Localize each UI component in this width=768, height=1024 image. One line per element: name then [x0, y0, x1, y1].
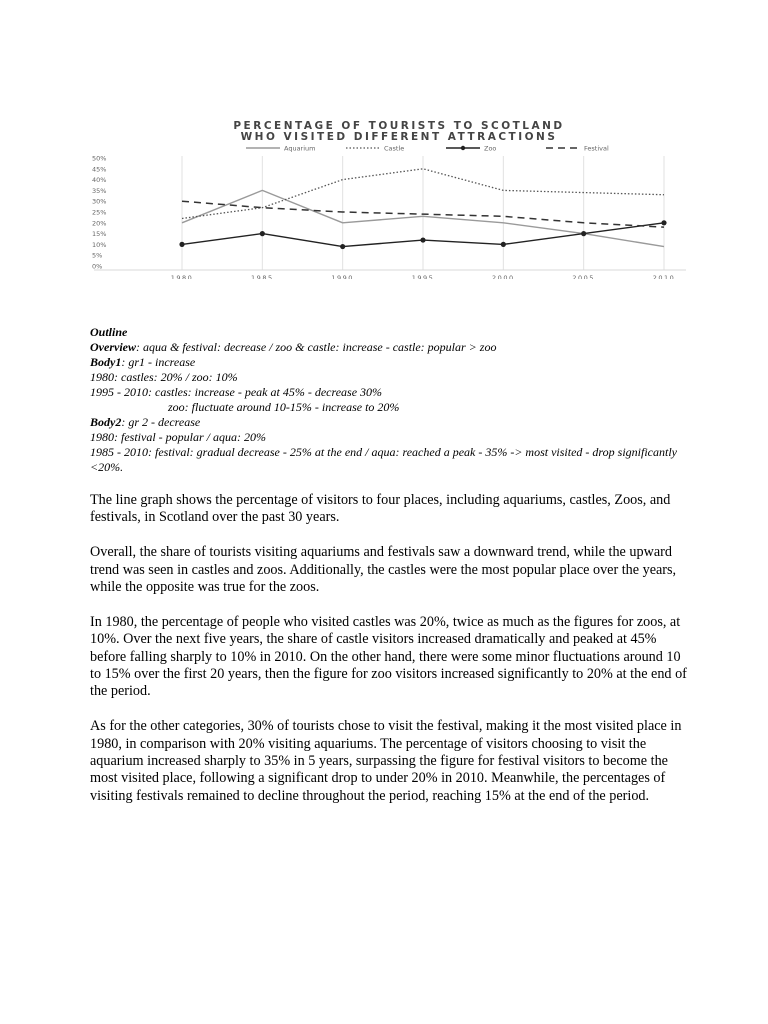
x-tick-label: 2000: [492, 274, 515, 279]
body1-label: Body1: [90, 355, 122, 369]
y-tick-label: 5%: [92, 251, 103, 260]
x-tick-label: 1985: [251, 274, 274, 279]
x-tick-label: 2005: [572, 274, 595, 279]
y-tick-label: 30%: [92, 197, 107, 206]
y-tick-label: 10%: [92, 240, 107, 249]
essay-paragraph: As for the other categories, 30% of tourists chose to visit the festival, making it the most visited place in 1980, in comparison with 20% visiting aquariums. The percentage of visitors choosing to visit the aquarium increased sharply to 35% in 5 years, surpassing the figure for festival visitors to become the most visited place, following a significant drop to under 20% in 2010. Meanwhile, the percentages of visiting festivals remained to decline throughout the period, reaching 15% at the end of the period.: [90, 718, 682, 804]
essay-paragraph: In 1980, the percentage of people who visited castles was 20%, twice as much as the figures for zoos, at 10%. Over the next five years, the share of castle visitors increased dramatically and peaked at 45% before falling sharply to 10% in 2010. On the other hand, there were some minor fluctuations around 10 to 15% over the first 20 years, then the figure for zoo visitors increased significantly to 20% at the end of the period.: [90, 613, 687, 700]
y-tick-label: 25%: [92, 208, 107, 217]
body2-line: 1985 - 2010: festival: gradual decrease - 25% at the end / aqua: reached a peak - 35% -> most visited - drop significantly <20%.: [90, 445, 677, 474]
y-tick-label: 15%: [92, 230, 107, 239]
legend-label-festival: Festival: [584, 144, 609, 153]
y-tick-label: 45%: [92, 165, 107, 174]
outline-title: Outline: [90, 325, 128, 339]
overview-label: Overview: [90, 340, 136, 354]
body1-line: 1995 - 2010: castles: increase - peak at 45% - decrease 30%: [90, 385, 383, 399]
x-tick-label: 1990: [331, 274, 354, 279]
chart-subtitle: WHO VISITED DIFFERENT ATTRACTIONS: [240, 131, 558, 143]
data-point-zoo: [661, 220, 666, 225]
body2-text: : gr 2 - decrease: [121, 415, 201, 429]
legend-marker-zoo: [461, 146, 465, 150]
essay-paragraph: The line graph shows the percentage of visitors to four places, including aquariums, castles, Zoos, and festivals, in Scotland over the past 30 years.: [90, 492, 671, 526]
essay: [90, 492, 690, 823]
chart-title: PERCENTAGE OF TOURISTS TO SCOTLAND: [233, 120, 565, 132]
y-tick-label: 0%: [92, 262, 103, 271]
data-point-zoo: [340, 244, 345, 249]
legend-label-castle: Castle: [384, 144, 405, 153]
y-tick-label: 20%: [92, 219, 107, 228]
body1-text: : gr1 - increase: [121, 355, 196, 369]
x-tick-label: 1980: [170, 274, 194, 279]
data-point-zoo: [179, 242, 184, 247]
y-axis: [92, 155, 106, 271]
body1-line: zoo: fluctuate around 10-15% - increase to 20%: [168, 400, 400, 414]
legend-label-aquarium: Aquarium: [284, 144, 316, 153]
x-tick-label: 1995: [411, 274, 435, 279]
y-tick-label: 50%: [92, 154, 107, 163]
legend-label-zoo: Zoo: [484, 144, 497, 153]
chart-legend: [246, 145, 609, 153]
y-tick-label: 40%: [92, 176, 107, 185]
data-point-zoo: [501, 242, 506, 247]
y-tick-label: 35%: [92, 186, 107, 195]
outline-notes: [90, 325, 690, 475]
data-point-zoo: [581, 231, 586, 236]
x-axis: [171, 274, 676, 279]
body2-label: Body2: [90, 415, 122, 429]
x-tick-label: 2010: [652, 274, 676, 279]
data-point-zoo: [260, 231, 265, 236]
body2-line: 1980: festival - popular / aqua: 20%: [90, 430, 266, 444]
overview-text: : aqua & festival: decrease / zoo & castle: increase - castle: popular > zoo: [135, 340, 497, 354]
body1-line: 1980: castles: 20% / zoo: 10%: [90, 370, 238, 384]
essay-paragraph: Overall, the share of tourists visiting aquariums and festivals saw a downward trend, while the upward trend was seen in castles and zoos. Additionally, the castles were the most popular place over the years, while the opposite was true for the zoos.: [90, 544, 677, 596]
line-chart: [86, 114, 696, 279]
data-point-zoo: [420, 237, 425, 242]
